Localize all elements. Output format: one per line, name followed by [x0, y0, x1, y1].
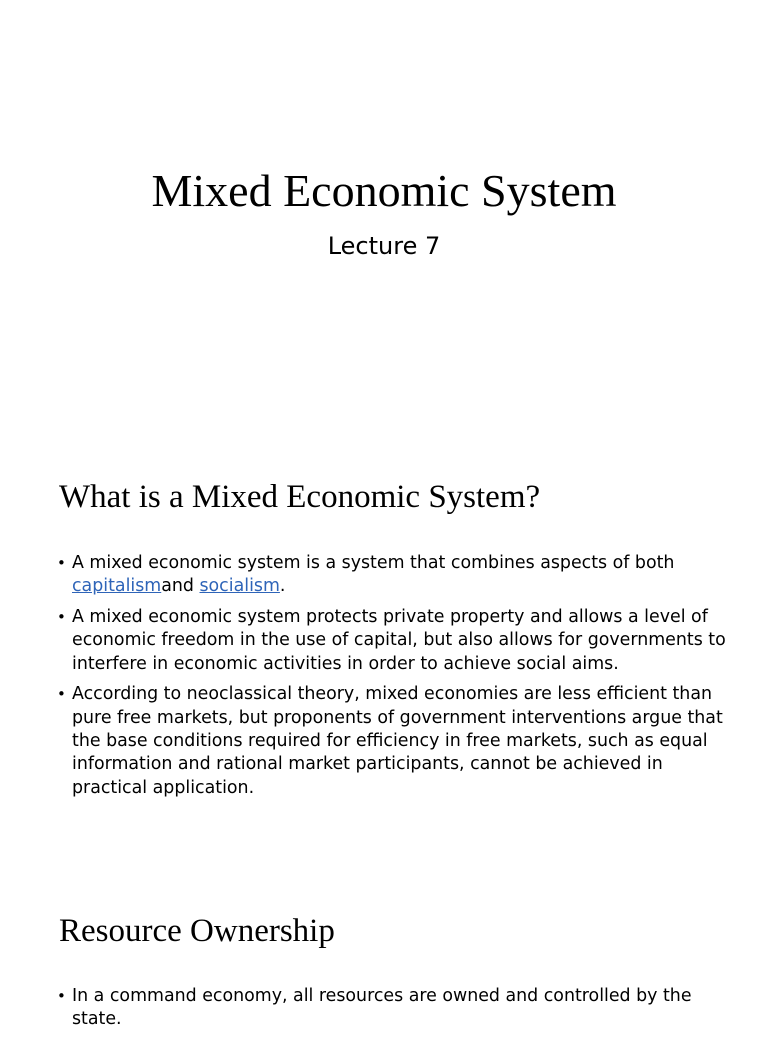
bullet-text: A mixed economic system is a system that combines aspects of both [72, 553, 675, 573]
capitalism-link[interactable]: capitalism [72, 576, 162, 597]
bullet-text: According to neoclassical theory, mixed economies are less efficient than pure free markets, but proponents of government interventions argue that the base conditions required for efficiency in free markets, such as equal information and rational market participants, cannot be achieved in practical application. [72, 684, 723, 798]
bullet-text: . [279, 576, 286, 597]
bullet-item [57, 606, 727, 676]
bullet-item [57, 985, 727, 1032]
definition-slide [0, 432, 768, 856]
bullet-icon: • [57, 608, 66, 627]
ownership-slide [0, 858, 768, 1030]
slide-heading: What is a Mixed Economic System? [59, 479, 541, 515]
bullet-text: and [161, 576, 200, 597]
bullet-icon: • [57, 987, 66, 1005]
bullet-icon: • [57, 554, 66, 572]
bullet-list [57, 552, 727, 807]
bullet-text: In a command economy, all resources are owned and controlled by the state. [72, 986, 692, 1030]
bullet-text: A mixed economic system protects private property and allows a level of economic freedom in the use of capital, but also allows for governments to interfere in economic activities in order to achieve social aims. [72, 607, 726, 674]
bullet-list [57, 985, 727, 1039]
bullet-icon: • [57, 685, 66, 704]
socialism-link[interactable]: socialism [199, 576, 280, 597]
bullet-item [57, 683, 727, 799]
presentation-title: Mixed Economic System [151, 165, 617, 216]
lecture-subtitle: Lecture 7 [327, 232, 441, 260]
slide-heading: Resource Ownership [59, 913, 335, 949]
bullet-item [57, 552, 727, 599]
title-slide [0, 0, 768, 430]
